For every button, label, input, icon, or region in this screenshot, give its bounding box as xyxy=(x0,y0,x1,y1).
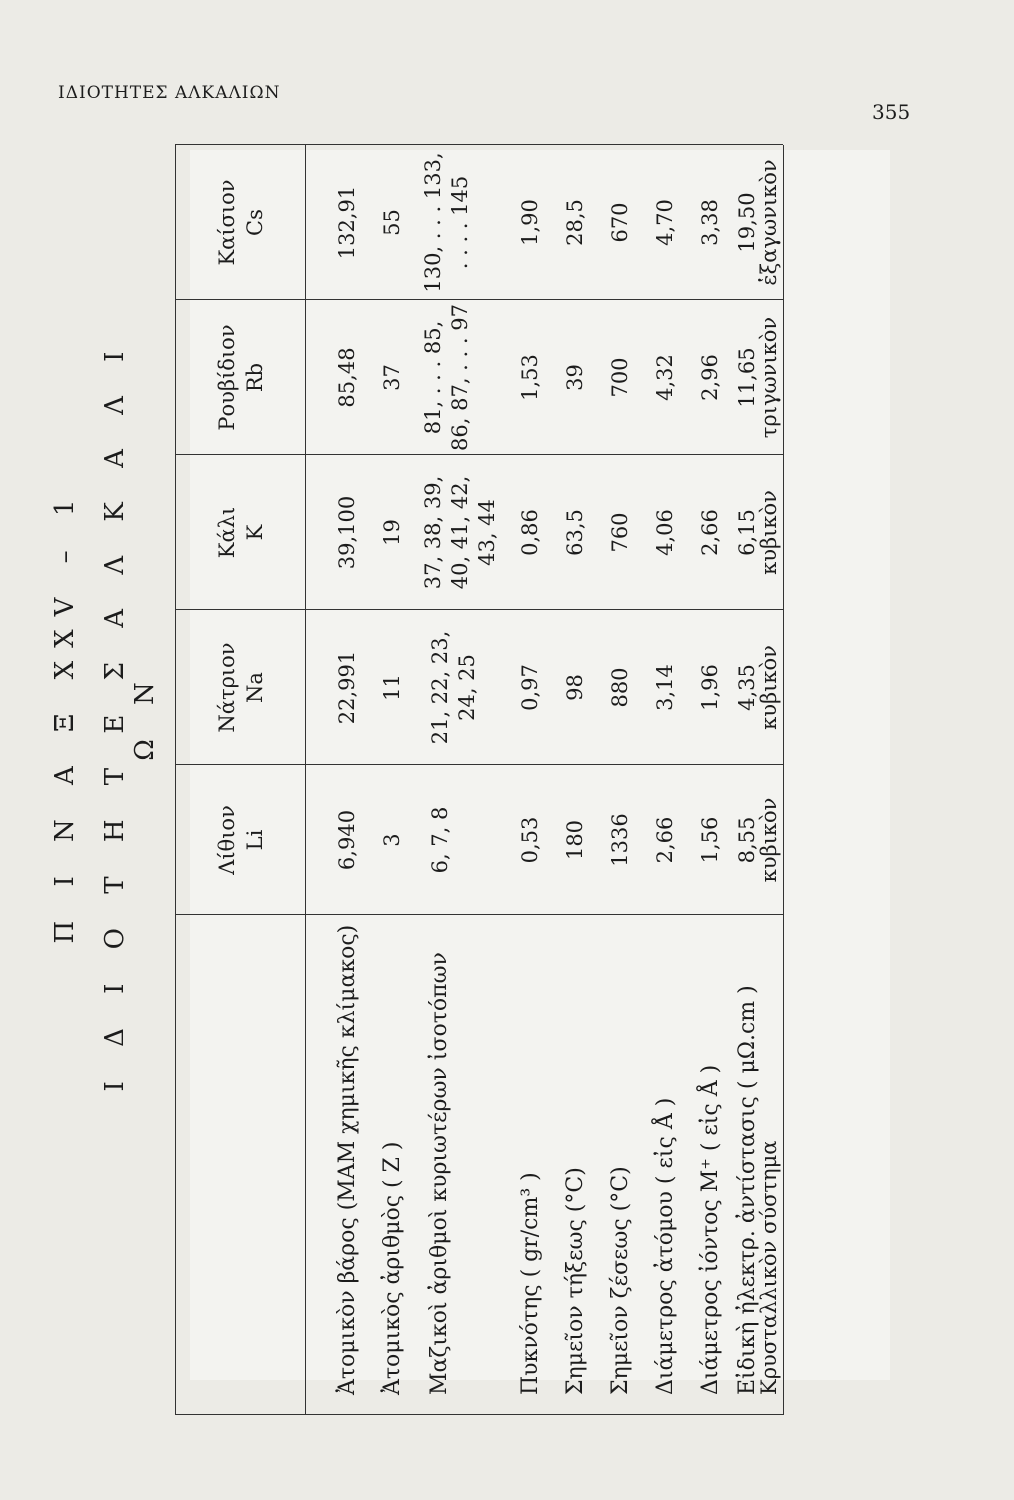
row-label: Σημεῖον ζέσεως (°C) xyxy=(608,1166,633,1395)
header-separator xyxy=(305,145,306,1415)
table-cell: 21, 22, 23, 24, 25 xyxy=(428,630,479,745)
column-header-k xyxy=(213,455,269,610)
table-cell: 11,65 xyxy=(735,347,759,408)
row-label: Σημεῖον τήξεως (°C) xyxy=(563,1167,588,1395)
table-cell: 1336 xyxy=(608,813,632,867)
row-label: Διάμετρος ἰόντος M⁺ ( εἰς Å ) xyxy=(698,1064,723,1395)
table-cell: 39 xyxy=(563,364,587,391)
table-cell: 6,940 xyxy=(335,809,359,871)
column-symbol: K xyxy=(243,524,267,541)
table-cell: 3,14 xyxy=(653,664,677,711)
table-cell: κυβικὸν xyxy=(757,645,781,730)
table-cell: 1,96 xyxy=(698,664,722,711)
table-cell: 4,70 xyxy=(653,199,677,246)
table-cell: 81, . . . 85, 86, 87, . . . 97 xyxy=(421,304,472,451)
column-symbol: Cs xyxy=(243,209,267,236)
table-cell: 4,06 xyxy=(653,509,677,556)
column-name: Ρουβίδιον xyxy=(215,324,239,431)
table-cell: 1,53 xyxy=(518,354,542,401)
table-top-border xyxy=(175,145,176,1415)
table-cell: 85,48 xyxy=(335,347,359,408)
column-name: Νάτριον xyxy=(215,642,239,733)
table-cell: 2,66 xyxy=(653,816,677,864)
table-cell: 4,32 xyxy=(653,354,677,401)
table-cell: 37, 38, 39, 40, 41, 42, 43, 44 xyxy=(421,475,499,590)
table-cell: 0,97 xyxy=(518,664,542,711)
row-label: Εἰδικὴ ἠλεκτρ. ἀντίστασις ( μΩ.cm ) xyxy=(735,985,760,1395)
table-cell: κυβικὸν xyxy=(757,797,781,883)
column-symbol: Rb xyxy=(243,362,267,393)
table-cell: ἑξαγωνικὸν xyxy=(757,159,781,286)
column-header-rb xyxy=(213,300,269,455)
table-cell: 180 xyxy=(563,819,587,861)
table-cell: 55 xyxy=(380,209,404,236)
table-cell: 8,55 xyxy=(735,816,759,864)
table-cell: 11 xyxy=(380,674,404,701)
column-symbol: Li xyxy=(243,829,267,851)
page-number: 355 xyxy=(872,100,911,124)
table-cell: 3,38 xyxy=(698,199,722,246)
table-cell: 1,56 xyxy=(698,816,722,864)
row-label: Πυκνότης ( gr/cm³ ) xyxy=(518,1172,543,1395)
table-cell: 19,50 xyxy=(735,192,759,253)
table-cell: 6, 7, 8 xyxy=(428,806,452,874)
table-cell: 1,90 xyxy=(518,199,542,246)
table-cell: 19 xyxy=(380,519,404,546)
table-cell: 2,66 xyxy=(698,509,722,556)
row-label: Ἀτομικὸν βάρος (ΜΑΜ χημικῆς κλίμακος) xyxy=(335,924,360,1395)
table-left-border xyxy=(175,1414,783,1415)
rotated-table-block xyxy=(50,145,890,1415)
table-cell: 22,991 xyxy=(335,650,359,725)
table-cell: 6,15 xyxy=(735,509,759,556)
table-cell: 0,86 xyxy=(518,509,542,556)
column-header-na xyxy=(213,610,269,765)
table-cell: 39,100 xyxy=(335,495,359,570)
table-cell: 0,53 xyxy=(518,816,542,864)
table-cell: 98 xyxy=(563,674,587,701)
table-cell: τριγωνικὸν xyxy=(757,316,781,439)
table-cell: κυβικὸν xyxy=(757,490,781,575)
column-name: Καίσιον xyxy=(215,179,239,266)
table-cell: 670 xyxy=(608,202,632,243)
row-label: Κρυσταλλικὸν σύστημα xyxy=(757,1140,781,1395)
row-label: Διάμετρος ἀτόμου ( εἰς Å ) xyxy=(653,1097,678,1395)
row-label: Ἀτομικὸς ἀριθμὸς ( Z ) xyxy=(380,1141,405,1395)
column-header-li xyxy=(213,765,269,915)
properties-table xyxy=(175,145,783,1415)
table-cell: 700 xyxy=(608,357,632,398)
table-bottom-border xyxy=(783,145,784,1415)
table-cell: 4,35 xyxy=(735,664,759,711)
column-name: Κάλι xyxy=(215,506,239,559)
column-header-cs xyxy=(213,145,269,300)
table-cell: 880 xyxy=(608,667,632,708)
table-cell: 760 xyxy=(608,512,632,553)
running-header: ΙΔΙΟΤΗΤΕΣ ΑΛΚΑΛΙΩΝ xyxy=(58,83,281,103)
row-label: Μαζικοὶ ἀριθμοὶ κυριωτέρων ἰσοτόπων xyxy=(427,952,452,1395)
table-title: Π Ι Ν Α Ξ XXV – 1 xyxy=(50,486,80,944)
table-cell: 28,5 xyxy=(563,199,587,246)
table-cell: 37 xyxy=(380,364,404,391)
table-cell: 130, . . . 133, . . . . 145 xyxy=(421,152,472,293)
table-cell: 63,5 xyxy=(563,509,587,556)
table-cell: 2,96 xyxy=(698,354,722,401)
table-cell: 3 xyxy=(380,833,404,847)
column-symbol: Na xyxy=(243,672,267,703)
column-name: Λίθιον xyxy=(215,805,239,875)
table-subtitle: Ι Δ Ι Ο Τ Η Τ Ε Σ Α Λ Κ Α Λ Ι Ω Ν xyxy=(100,338,160,1092)
table-cell: 132,91 xyxy=(335,185,359,260)
